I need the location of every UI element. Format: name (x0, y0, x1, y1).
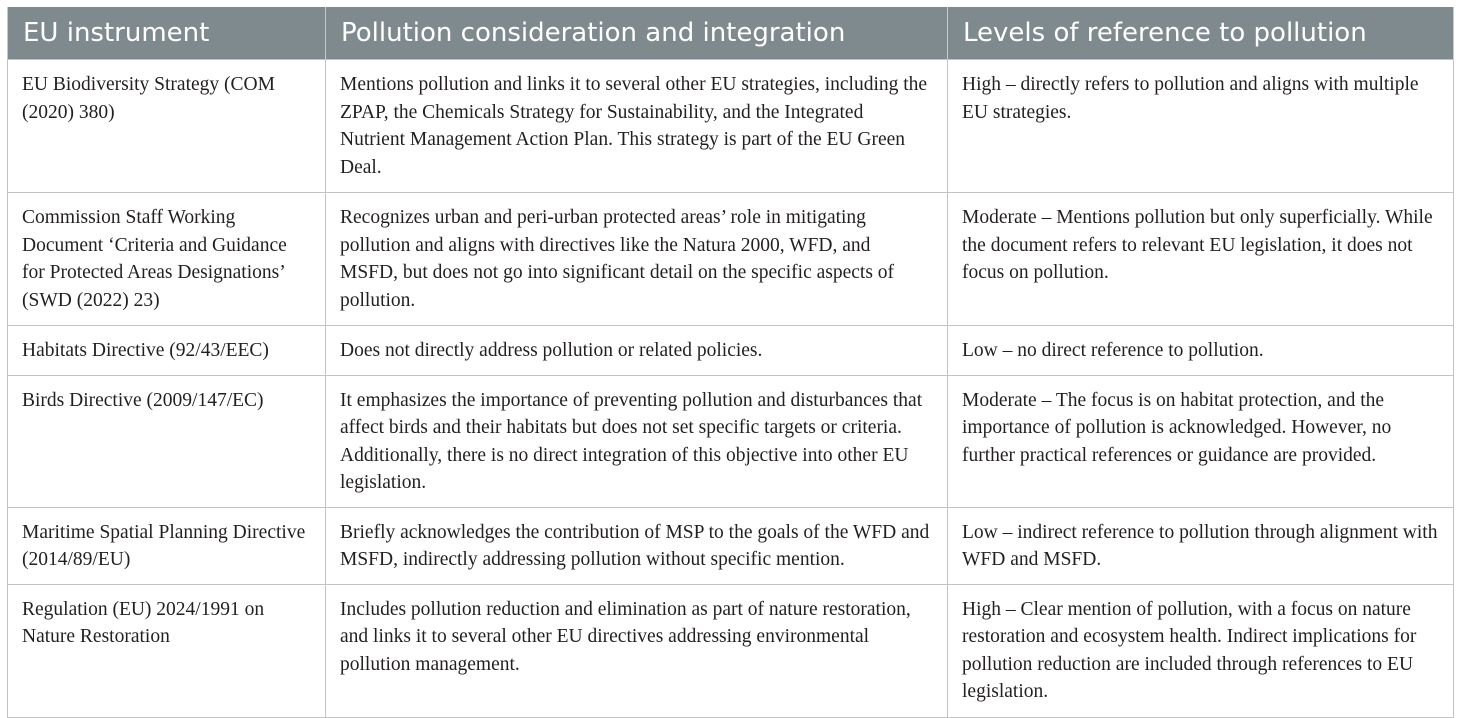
table-row (8, 375, 1454, 507)
cell-eu-instrument: Birds Directive (2009/147/EC) (8, 375, 326, 507)
table-body (8, 60, 1454, 718)
table-row (8, 584, 1454, 717)
column-header-eu-instrument: EU instrument (8, 7, 326, 60)
cell-pollution-consideration: Mentions pollution and links it to several other EU strategies, including the ZPAP, the Chemicals Strategy for Sustainability, and the Integrated Nutrient Management Action Plan. This strategy is part of the EU Green Deal. (326, 60, 948, 193)
cell-pollution-consideration: It emphasizes the importance of preventing pollution and disturbances that affect birds and their habitats but does not set specific targets or criteria. Additionally, there is no direct integration of this objective into other EU legislation. (326, 375, 948, 507)
column-header-levels-of-reference: Levels of reference to pollution (948, 7, 1454, 60)
cell-reference-level: Low – no direct reference to pollution. (948, 326, 1454, 376)
cell-pollution-consideration: Includes pollution reduction and elimination as part of nature restoration, and links it to several other EU directives addressing environmental pollution management. (326, 584, 948, 717)
table-row (8, 60, 1454, 193)
table-row (8, 193, 1454, 326)
cell-eu-instrument: Maritime Spatial Planning Directive (2014/89/EU) (8, 507, 326, 584)
header-row (8, 7, 1454, 60)
cell-pollution-consideration: Briefly acknowledges the contribution of MSP to the goals of the WFD and MSFD, indirectly addressing pollution without specific mention. (326, 507, 948, 584)
cell-eu-instrument: Regulation (EU) 2024/1991 on Nature Restoration (8, 584, 326, 717)
pollution-reference-table (7, 7, 1454, 718)
column-header-pollution-consideration: Pollution consideration and integration (326, 7, 948, 60)
table-header (8, 7, 1454, 60)
cell-reference-level: Moderate – The focus is on habitat protection, and the importance of pollution is acknowledged. However, no further practical references or guidance are provided. (948, 375, 1454, 507)
cell-pollution-consideration: Recognizes urban and peri-urban protected areas’ role in mitigating pollution and aligns with directives like the Natura 2000, WFD, and MSFD, but does not go into significant detail on the specific aspects of pollution. (326, 193, 948, 326)
cell-reference-level: Moderate – Mentions pollution but only superficially. While the document refers to relevant EU legislation, it does not focus on pollution. (948, 193, 1454, 326)
cell-eu-instrument: EU Biodiversity Strategy (COM (2020) 380) (8, 60, 326, 193)
pollution-reference-table-container (7, 7, 1453, 709)
cell-pollution-consideration: Does not directly address pollution or related policies. (326, 326, 948, 376)
cell-reference-level: Low – indirect reference to pollution through alignment with WFD and MSFD. (948, 507, 1454, 584)
cell-eu-instrument: Commission Staff Working Document ‘Criteria and Guidance for Protected Areas Designations’ (SWD (2022) 23) (8, 193, 326, 326)
table-row (8, 326, 1454, 376)
cell-reference-level: High – Clear mention of pollution, with a focus on nature restoration and ecosystem health. Indirect implications for pollution reduction are included through references to EU legislation. (948, 584, 1454, 717)
table-row (8, 507, 1454, 584)
cell-reference-level: High – directly refers to pollution and aligns with multiple EU strategies. (948, 60, 1454, 193)
cell-eu-instrument: Habitats Directive (92/43/EEC) (8, 326, 326, 376)
